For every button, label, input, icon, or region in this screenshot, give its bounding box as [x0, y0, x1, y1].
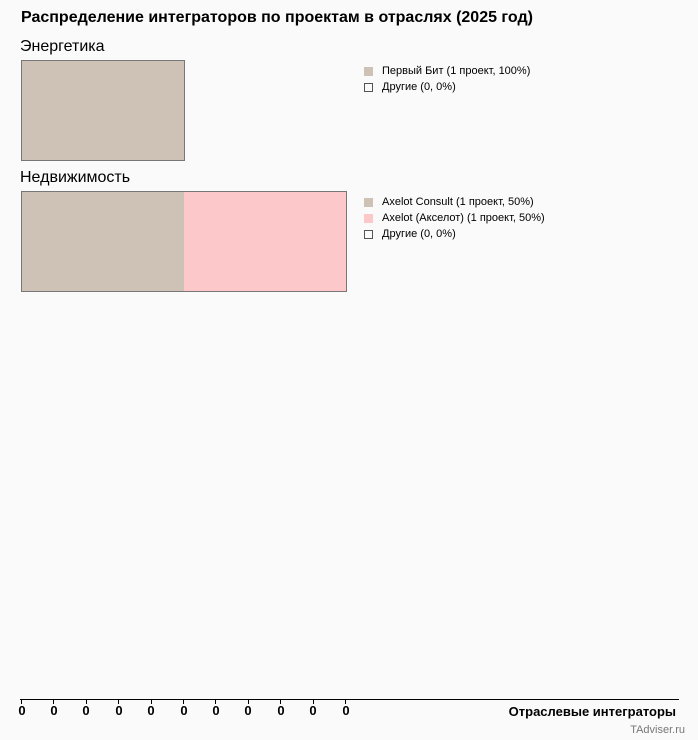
legend-item	[364, 226, 545, 242]
x-tick-label: 0	[18, 703, 26, 718]
legend	[364, 63, 530, 95]
legend-label: Другие (0, 0%)	[382, 81, 456, 93]
legend-item	[364, 79, 530, 95]
x-tick-label: 0	[147, 703, 155, 718]
x-tick-label: 0	[82, 703, 90, 718]
legend-label: Axelot Consult (1 проект, 50%)	[382, 196, 534, 208]
x-tick-label: 0	[277, 703, 285, 718]
legend-swatch	[364, 83, 373, 92]
x-tick-label: 0	[115, 703, 123, 718]
group-title: Недвижимость	[20, 169, 131, 186]
x-tick-label: 0	[342, 703, 350, 718]
bar-segment	[184, 192, 346, 291]
bar-segment	[22, 61, 184, 160]
group-title: Энергетика	[20, 38, 105, 55]
x-tick-label: 0	[180, 703, 188, 718]
stacked-bar	[21, 191, 347, 292]
x-axis-title: Отраслевые интеграторы	[508, 704, 676, 719]
chart-title: Распределение интеграторов по проектам в отраслях (2025 год)	[21, 9, 533, 26]
stacked-bar	[21, 60, 185, 161]
legend-swatch	[364, 230, 373, 239]
legend-item	[364, 210, 545, 226]
x-tick-label: 0	[50, 703, 58, 718]
legend-swatch	[364, 198, 373, 207]
x-tick-label: 0	[244, 703, 252, 718]
x-tick-label: 0	[212, 703, 220, 718]
watermark: TAdviser.ru	[630, 724, 685, 736]
legend-swatch	[364, 67, 373, 76]
bar-segment	[22, 192, 184, 291]
legend-label: Другие (0, 0%)	[382, 228, 456, 240]
legend-label: Axelot (Акселот) (1 проект, 50%)	[382, 212, 545, 224]
x-tick-label: 0	[309, 703, 317, 718]
legend-label: Первый Бит (1 проект, 100%)	[382, 65, 531, 77]
legend-item	[364, 63, 530, 79]
legend	[364, 194, 545, 242]
legend-item	[364, 194, 545, 210]
legend-swatch	[364, 214, 373, 223]
